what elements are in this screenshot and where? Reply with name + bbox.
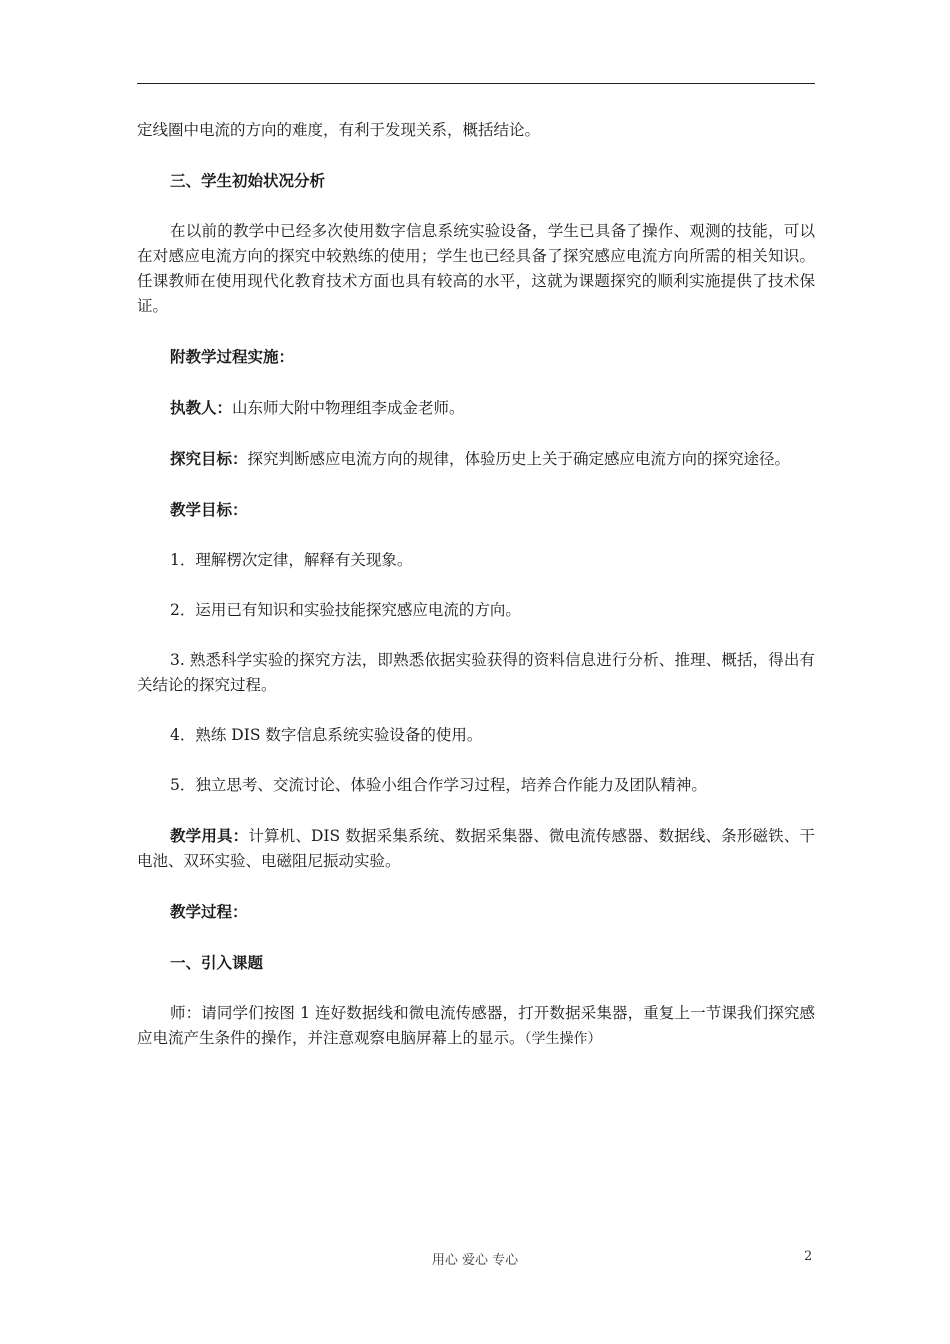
paragraph-student-analysis: 在以前的教学中已经多次使用数字信息系统实验设备，学生已具备了操作、观测的技能，可以在对感应电流方向的探究中较熟练的使用；学生也已经具备了探究感应电流方向所需的相关知识。任课教师在使用现代化教育技术方面也具有较高的水平，这就为课题探究的顺利实施提供了技术保证。: [137, 222, 815, 315]
goal-item-1: 1．理解楞次定律，解释有关现象。: [170, 551, 413, 569]
heading-introduce-topic: 一、引入课题: [170, 953, 264, 972]
paragraph-teaching-tools: 教学用具：计算机、DIS 数据采集系统、数据采集器、微电流传感器、数据线、条形磁铁、干电池、双环实验、电磁阻尼振动实验。: [137, 826, 815, 870]
heading-teaching-goals: 教学目标：: [170, 500, 248, 519]
paragraph-teacher: 执教人：山东师大附中物理组李成金老师。: [170, 398, 465, 417]
heading-teaching-process: 附教学过程实施：: [170, 347, 295, 366]
paragraph-continuation: 定线圈中电流的方向的难度，有利于发现关系，概括结论。: [137, 121, 541, 139]
paragraph-teacher-instruction: 师：请同学们按图 1 连好数据线和微电流传感器，打开数据采集器，重复上一节课我们探究感应电流产生条件的操作，并注意观察电脑屏幕上的显示。（学生操作）: [137, 1004, 815, 1047]
goal-item-3: 3. 熟悉科学实验的探究方法，即熟悉依据实验获得的资料信息进行分析、推理、概括，得出有关结论的探究过程。: [137, 651, 815, 694]
paragraph-inquiry-goal: 探究目标：探究判断感应电流方向的规律，体验历史上关于确定感应电流方向的探究途径。: [170, 449, 791, 468]
document-body: [137, 118, 815, 1052]
heading-teaching-process-steps: 教学过程：: [170, 902, 248, 921]
goal-item-4: 4．熟练 DIS 数字信息系统实验设备的使用。: [170, 726, 483, 744]
section-heading-student-analysis: 三、学生初始状况分析: [170, 171, 326, 190]
page-number: 2: [804, 1249, 813, 1264]
goal-item-2: 2．运用已有知识和实验技能探究感应电流的方向。: [170, 601, 521, 619]
header-rule: [137, 83, 815, 84]
footer-motto: 用心 爱心 专心: [431, 1253, 519, 1268]
goal-item-5: 5．独立思考、交流讨论、体验小组合作学习过程，培养合作能力及团队精神。: [170, 776, 707, 794]
